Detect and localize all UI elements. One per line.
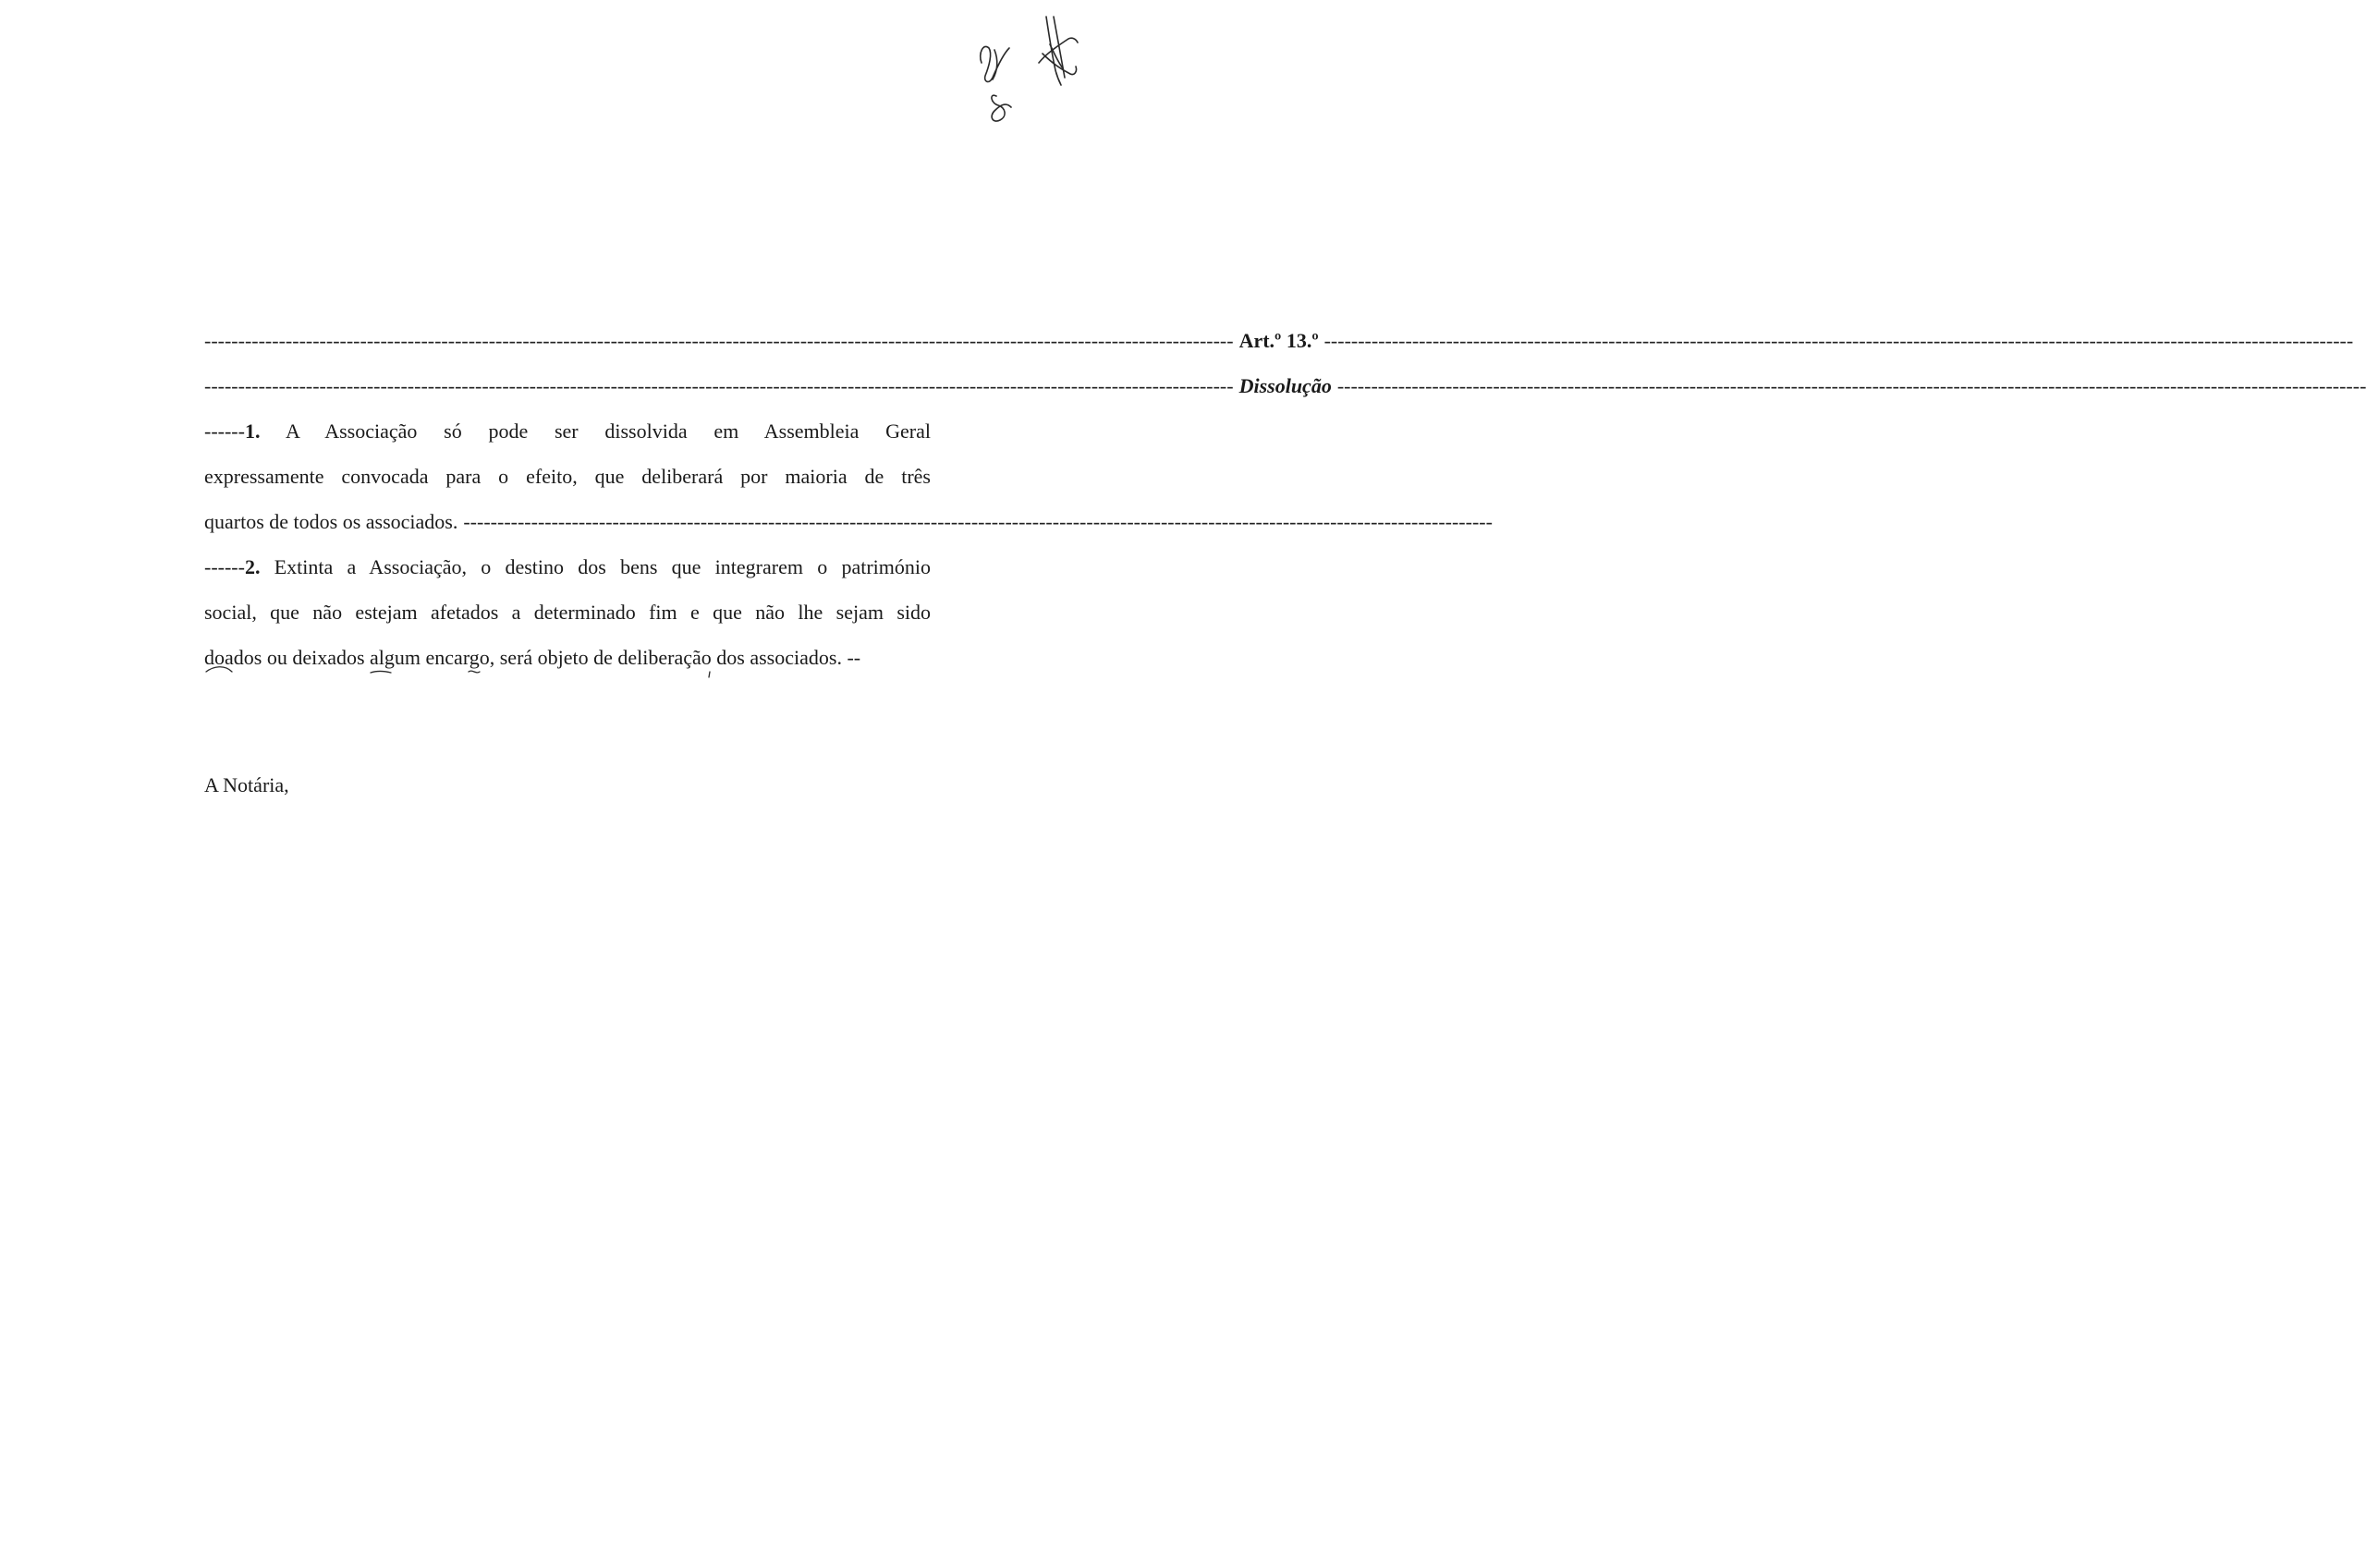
paragraph-text: doados ou deixados algum encargo, será objeto de deliberação dos associados. --	[204, 646, 861, 669]
paragraph-leader: ------	[204, 555, 245, 578]
paragraph-1-line-3	[204, 499, 1493, 544]
dash-filler: --------------------------------------------------------------------------------------------------------------------------------------------------------	[204, 374, 1234, 397]
paragraph-number: 1.	[244, 419, 261, 443]
paragraph-text: quartos de todos os associados.	[204, 510, 458, 533]
article-heading: Art.º 13.º	[1238, 329, 1319, 352]
handwritten-initials-drawing	[961, 7, 1091, 137]
dash-filler: --------------------------------------------------------------------------------------------------------------------------------------------------------	[1336, 374, 2366, 397]
article-subtitle-line	[204, 363, 2366, 408]
paragraph-text: A Associação só pode ser dissolvida em Assembleia Geral	[286, 419, 931, 443]
paragraph-2-line-1	[204, 544, 931, 590]
paragraph-number: 2.	[244, 555, 261, 578]
article-subtitle: Dissolução	[1238, 374, 1332, 397]
paragraph-1-line-2	[204, 454, 931, 499]
paragraph-1-line-1	[204, 408, 931, 454]
paragraph-2-line-2	[204, 590, 931, 635]
paragraph-text: Extinta a Associação, o destino dos bens que integrarem o património	[274, 555, 931, 578]
paragraph-text: social, que não estejam afetados a determinado fim e que não lhe sejam sido	[204, 601, 931, 624]
dash-filler: --------------------------------------------------------------------------------------------------------------------------------------------------------	[204, 329, 1234, 352]
dash-filler: --------------------------------------------------------------------------------------------------------------------------------------------------------	[1323, 329, 2354, 352]
signoff: A Notária,	[204, 773, 289, 796]
document-body	[204, 318, 2366, 680]
dash-filler: --------------------------------------------------------------------------------------------------------------------------------------------------------	[463, 510, 1493, 533]
paragraph-text: expressamente convocada para o efeito, que deliberará por maioria de três	[204, 465, 931, 488]
article-heading-line	[204, 318, 2354, 363]
paragraph-leader: ------	[204, 419, 245, 443]
handwritten-initials	[961, 7, 1091, 137]
paragraph-2-line-3	[204, 635, 931, 680]
